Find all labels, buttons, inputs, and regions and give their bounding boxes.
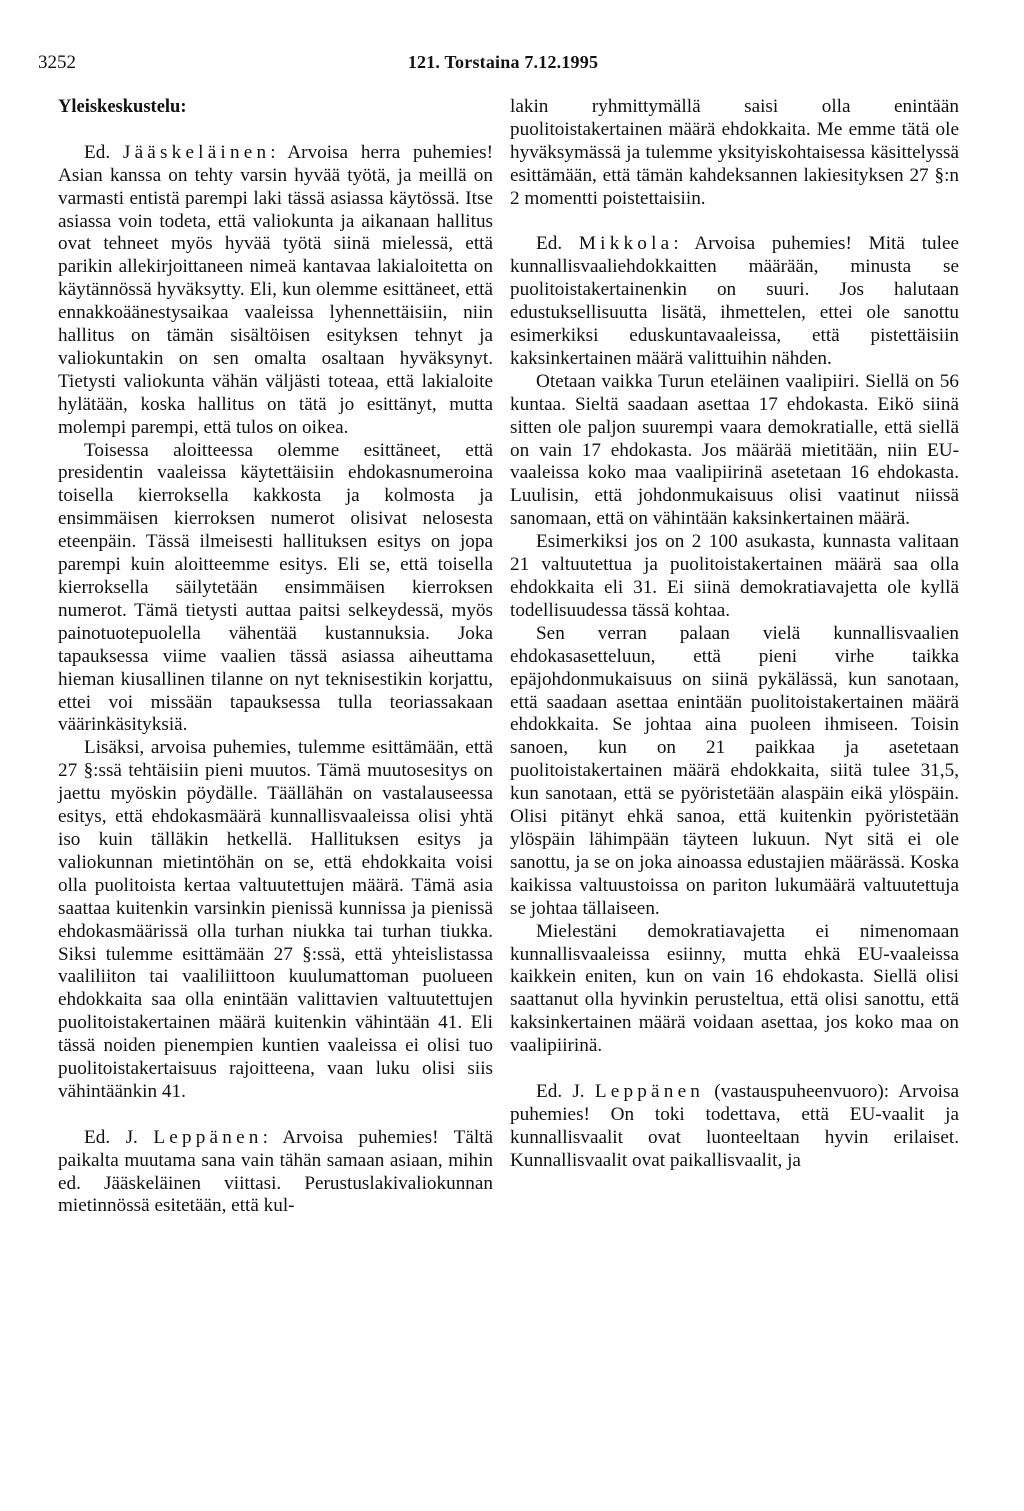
- speech-text: (vastauspuheenvuoro): Arvoisa puhemies! On toki todettava, että EU-vaalit ja kunnallisvaalit ovat luonteeltaan hyvin erilaiset. Kunnallisvaalit ovat paikallisvaalit, ja: [510, 1080, 959, 1171]
- speaker-name: Leppänen: [153, 1126, 263, 1148]
- speaker-name: Mikkola: [578, 233, 674, 255]
- speaker-prefix: Ed. J.: [84, 1126, 154, 1148]
- speaker-name: Jääskeläinen: [122, 141, 271, 163]
- speaker-prefix: Ed.: [84, 141, 123, 163]
- speech-text: : Arvoisa puhemies! Tältä paikalta muutama sana vain tähän samaan asiaan, mihin ed. Jääskeläinen viittasi. Perustuslakivaliokunnan mietinnössä esitetään, että kul-: [58, 1126, 494, 1217]
- page-number: 3252: [38, 52, 76, 73]
- right-column: [510, 96, 959, 1173]
- paragraph: Otetaan vaikka Turun eteläinen vaalipiiri. Siellä on 56 kuntaa. Sieltä saadaan asettaa 17 ehdokasta. Eikö siinä sitten ole paljon suurempi vaara demokratialle, että siellä on vain 17 ehdokasta. Jos määrää mietitään, niin EU-vaaleissa koko maa vaalipiirinä asetetaan 16 ehdokasta. Luulisin, että johdonmukaisuus olisi vaatinut niissä sanomaan, että on vähintään kaksinkertainen määrä.: [510, 370, 959, 530]
- speaker-prefix: Ed. J.: [536, 1080, 595, 1102]
- speech-j-leppanen: [58, 1127, 493, 1219]
- speech-mikkola: [510, 233, 959, 370]
- speaker-prefix: Ed.: [536, 233, 579, 255]
- paragraph: Lisäksi, arvoisa puhemies, tulemme esittämään, että 27 §:ssä tehtäisiin pieni muutos. Tämä muutosesitys on jaettu myöskin pöydälle. Täällähän on vastalauseessa esitys, että ehdokasmäärä kunnallisvaaleissa olisi yhtä iso kuin tälläkin hetkellä. Hallituksen esitys ja valiokunnan mietintöhän on se, että ehdokkaita voisi olla puolitoista kertaa valtuutettujen määrä. Tämä asia saattaa kuitenkin varsinkin pienissä kunnissa ja pienissä ehdokasmäärissä olla turhan niukka tai turhan tiukka. Siksi tulemme esittämään 27 §:ssä, että yhteislistassa vaaliliiton tai vaaliliittoon kuulumattoman puolueen ehdokkaita saa olla enintään valittavien valtuutettujen puolitoistakertainen määrä kuitenkin vähintään 41. Eli tässä noiden pienempien kuntien vaaleissa ei olisi tuo puolitoistakertaisuus rajoitteena, vaan luku olisi siis vähintäänkin 41.: [58, 737, 493, 1102]
- continued-paragraph: lakin ryhmittymällä saisi olla enintään puolitoistakertainen määrä ehdokkaita. Me emme tätä ole hyväksymässä ja tulemme yksityiskohtaisessa käsittelyssä esittämään, että tämän kahdeksannen lakiesityksen 27 §:n 2 momentti poistettaisiin.: [510, 96, 959, 209]
- speech-jaaskelainen: [58, 142, 493, 440]
- running-title: 121. Torstaina 7.12.1995: [407, 52, 599, 72]
- speech-j-leppanen-reply: [510, 1081, 959, 1173]
- speaker-name: Leppänen: [594, 1080, 705, 1102]
- paragraph: Mielestäni demokratiavajetta ei nimenomaan kunnallisvaaleissa esiinny, mutta ehkä EU-vaaleissa kaikkein eniten, kun on vain 16 ehdokasta. Siellä olisi saattanut olla hyvinkin perusteltua, että olisi sanottu, että kaksinkertainen määrä voidaan asettaa, jos koko maa on vaalipiirinä.: [510, 920, 959, 1057]
- page-header: [38, 52, 968, 76]
- paragraph: Toisessa aloitteessa olemme esittäneet, että presidentin vaaleissa käytettäisiin ehdokasnumeroina toisella kierroksella kakkosta ja kolmosta ja ensimmäisen kierroksen numerot olisivat nelosesta eteenpäin. Tässä ilmeisesti hallituksen esitys on jopa parempi kuin aloitteemme esitys. Eli se, että toisella kierroksella säilytetään ensimmäisen kierroksen numerot. Tämä tietysti auttaa paitsi selkeydessä, myös painotuotepuolella vähentää kustannuksia. Joka tapauksessa viime vaalien tässä asiassa aiheuttama hieman kiusallinen tilanne on nyt teknisestikin korjattu, ettei voi missään tapauksessa tulla teoriassakaan väärinkäsityksiä.: [58, 439, 493, 736]
- left-column: [58, 96, 493, 1218]
- paragraph: Sen verran palaan vielä kunnallisvaalien ehdokasasetteluun, että pieni virhe taikka epäjohdonmukaisuus on siinä pykälässä, kun sanotaan, että saadaan asettaa enintään puolitoistakertainen määrä ehdokkaita. Se johtaa aina puoleen ihmiseen. Toisin sanoen, kun on 21 paikkaa ja asetetaan puolitoistakertainen määrä ehdokkaita, siitä tulee 31,5, kun sanotaan, että se pyöristetään alaspäin eikä ylöspäin. Olisi pitänyt ehkä sanoa, että kuitenkin pyöristetään ylöspäin lähimpään täyteen lukuun. Nyt sitä ei ole sanottu, ja se on joka ainoassa edustajien määrässä. Koska kaikissa valtuustoissa on pariton lukumäärä valtuutettuja se johtaa tällaiseen.: [510, 622, 959, 919]
- speech-text: : Arvoisa puhemies! Mitä tulee kunnallisvaaliehdokkaitten määrään, minusta se puolitoistakertainenkin on suuri. Jos halutaan edustuksellisuutta lisätä, ihmettelen, ettei ole sanottu esimerkiksi eduskuntavaaleissa, että pistettäisiin kaksinkertainen määrä valittuihin nähden.: [510, 233, 959, 369]
- paragraph: Esimerkiksi jos on 2 100 asukasta, kunnasta valitaan 21 valtuutettua ja puolitoistakertainen määrä saa olla ehdokkaita eli 31. Ei siinä demokratiavajetta ole kyllä todellisuudessa tässä kohtaa.: [510, 531, 959, 621]
- speech-text: : Arvoisa herra puhemies! Asian kanssa on tehty varsin hyvää työtä, ja meillä on varmasti entistä parempi laki tässä asiassa käytössä. Itse asiassa voin todeta, että valiokunta ja aikanaan hallitus ovat tehneet myös hyvää työtä siinä mielessä, että parikin allekirjoittaneen nimeä kantavaa lakialoitetta on käytännössä hyväksytty. Eli, kun olemme esittäneet, että ennakkoäänestysaikaa vaaleissa lyhennettäisiin, niin hallitus on tämän sisältöisen esityksen tehnyt ja valiokuntakin on sen omalta osaltaan hyväksynyt. Tietysti valiokunta vähän väljästi toteaa, että lakialoite hylätään, koska hallitus on tätä jo esittänyt, mutta molempi parempi, että tulos on oikea.: [58, 141, 493, 438]
- section-heading: Yleiskeskustelu:: [58, 97, 187, 117]
